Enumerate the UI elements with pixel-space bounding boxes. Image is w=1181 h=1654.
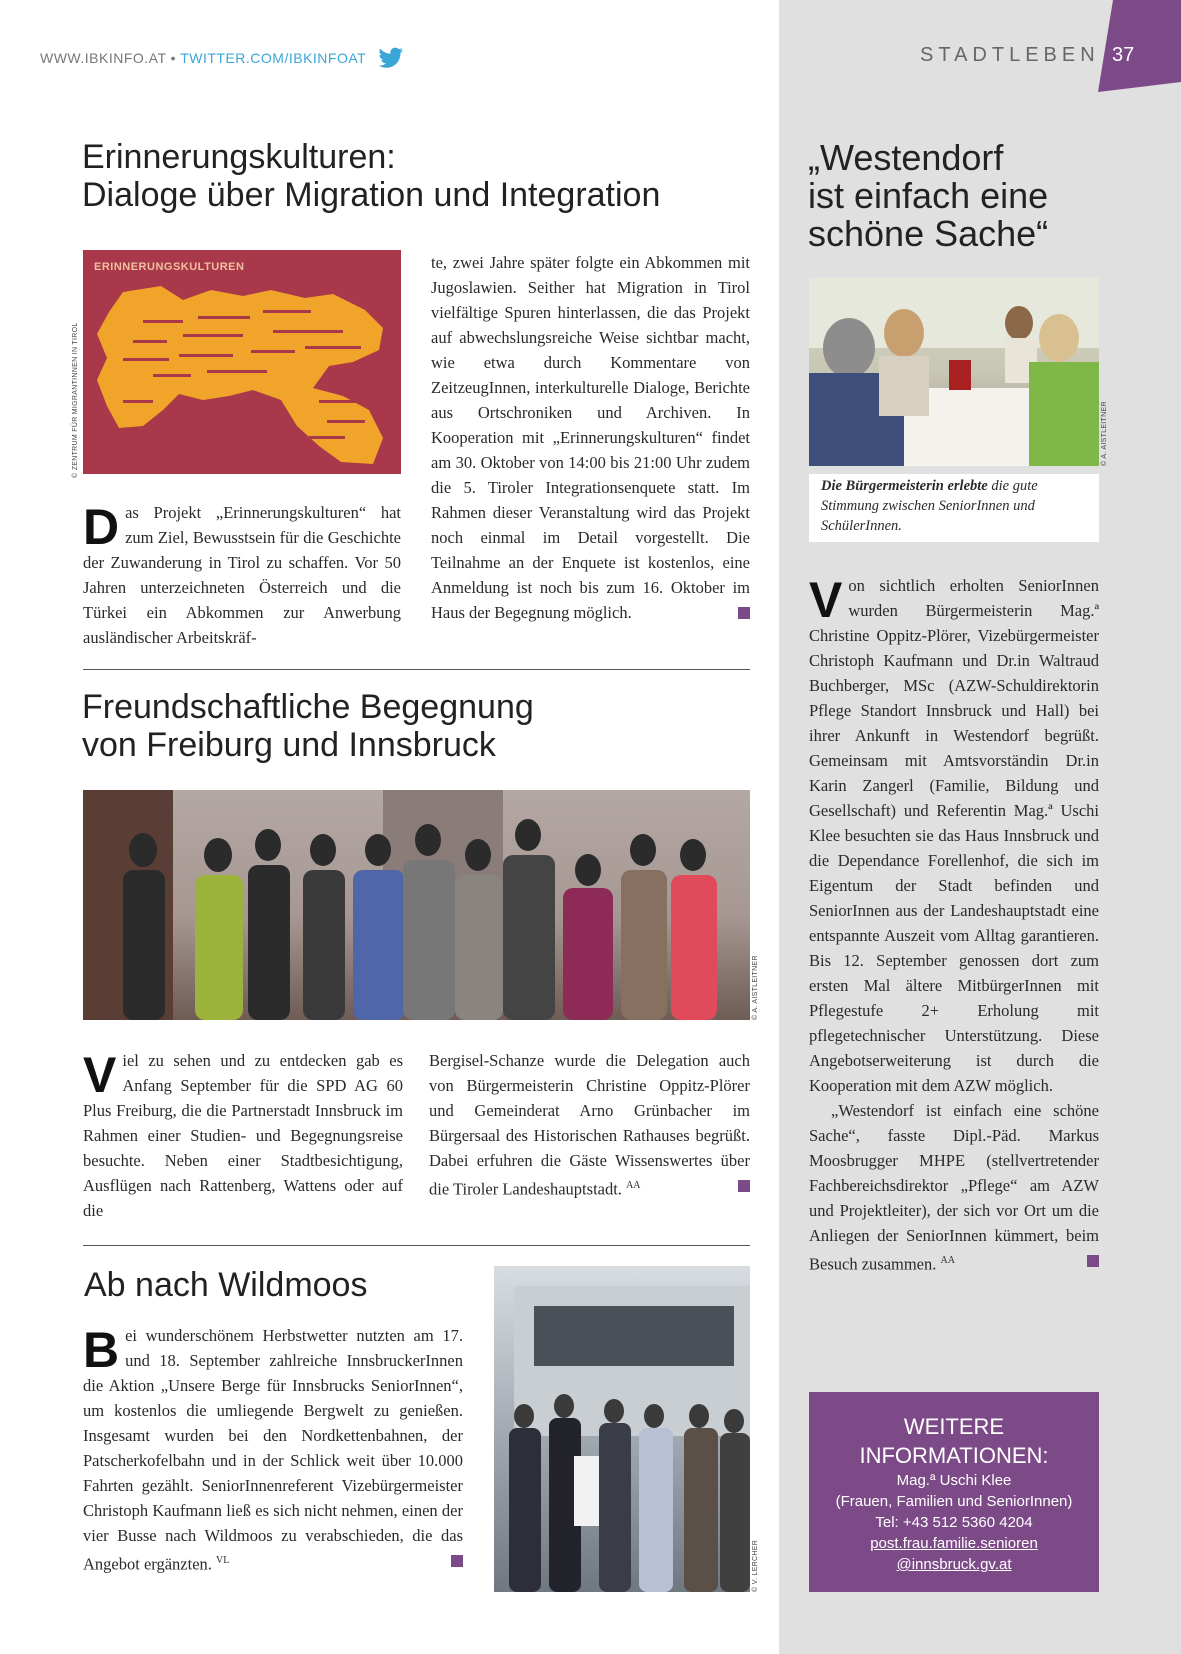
info-title xyxy=(809,1412,1099,1470)
table-scene xyxy=(809,278,1099,466)
drop-cap: B xyxy=(83,1322,120,1378)
header-separator: • xyxy=(170,50,177,66)
image-credit: © A. AISTLEITNER xyxy=(1101,401,1108,466)
end-mark-icon xyxy=(738,607,750,619)
info-contact-name: Mag.ª Uschi Klee xyxy=(896,1472,1012,1489)
drop-cap: V xyxy=(809,572,843,628)
page-number: 37 xyxy=(1112,44,1135,66)
westendorf-photo xyxy=(809,278,1099,466)
bus-and-seniors xyxy=(494,1266,750,1592)
group-photo-freiburg xyxy=(83,790,750,1020)
end-mark-icon xyxy=(451,1555,463,1567)
header-links xyxy=(40,47,404,69)
website-link[interactable]: WWW.IBKINFO.AT xyxy=(40,50,167,66)
title-line: Dialoge über Migration und Integration xyxy=(82,176,661,214)
author-signature: AA xyxy=(940,1255,955,1266)
group-silhouettes xyxy=(83,790,750,1020)
article1-column-1 xyxy=(83,500,401,650)
end-mark-icon xyxy=(738,1180,750,1192)
divider xyxy=(83,669,750,670)
article4-paragraph-2: „Westendorf ist einfach eine schöne Sache“, fasste Dipl.-Päd. Markus Moosbrugger MHPE (stellvertretender Fachbereichsdirektor „Pflege“ am AZW und Projektleiter), der sich vor Ort um die Anliegen der SeniorInnen kümmert, beim Besuch zusammen. xyxy=(809,1101,1099,1274)
article2-column-1 xyxy=(83,1048,403,1223)
page-number-tab xyxy=(1098,0,1181,92)
article2-text-2: Bergisel-Schanze wurde die Delegation auch von Bürgermeisterin Christine Oppitz-Plörer und Gemeinderat Arno Grünbacher im Bürgersaal des Historischen Rathauses begrüßt. Dabei erfuhren die Gäste Wissenswertes über die Tiroler Landeshauptstadt. xyxy=(429,1051,750,1199)
author-signature: AA xyxy=(626,1180,641,1191)
title-line: ist einfach eine xyxy=(808,175,1049,216)
caption-bold: Die Bürgermeisterin erlebte xyxy=(821,478,988,494)
title-line: Erinnerungskulturen: xyxy=(82,138,396,176)
end-mark-icon xyxy=(1087,1255,1099,1267)
title-line: von Freiburg und Innsbruck xyxy=(82,726,496,764)
info-title-line: INFORMATIONEN: xyxy=(859,1443,1049,1468)
article1-text-2: te, zwei Jahre später folgte ein Abkommen mit Jugoslawien. Seither hat Migration in Tirol vielfältige Spuren hinterlassen, die das Projekt auf abwechslungsreiche Weise sichtbar macht, wie etwa durch Kommentare von ZeitzeugInnen, interkulturelle Dialoge, Berichte aus Ortschroniken und Archiven. In Kooperation mit „Erinnerungskulturen“ findet am 30. Oktober von 14:00 bis 21:00 Uhr zudem die 5. Tiroler Integrationsenquete statt. Im Rahmen dieser Veranstaltung wird das Projekt noch einmal im Detail vorgestellt. Die Teilnahme an der Enquete ist kostenlos, eine Anmeldung ist noch bis zum 16. Oktober im Haus der Begegnung möglich. xyxy=(431,253,750,622)
bus-group-photo xyxy=(494,1266,750,1592)
image-credit: © V. LERCHER xyxy=(752,1539,759,1592)
article3-column xyxy=(83,1323,463,1577)
info-phone: Tel: +43 512 5360 4204 xyxy=(875,1514,1033,1531)
article2-text-1: iel zu sehen und zu entdecken gab es Anfang September für die SPD AG 60 Plus Freiburg, die die Partnerstadt Innsbruck im Rahmen einer Studien- und Begegnungsreise besuchte. Neben einer Stadtbesichtigung, Ausflügen nach Rattenberg, Wattens oder auf die xyxy=(83,1051,403,1220)
info-email-link[interactable] xyxy=(809,1533,1099,1575)
article3-text: ei wunderschönem Herbstwetter nutzten am 17. und 18. September zahlreiche InnsbruckerInnen die Aktion „Unsere Berge für Innsbrucks SeniorInnen“, um kostenlos die umliegende Bergwelt zu genießen. Insgesamt wurden bei den Nordkettenbahnen, der Patscherkofelbahn und in der Schlick weit über 10.000 Fahrten gezählt. SeniorInnenreferent Vizebürgermeister Christoph Kaufmann ließ es sich nicht nehmen, einen der vier Busse nach Wildmoos zu verabschieden, die das Angebot ergänzten. xyxy=(83,1326,463,1574)
tirol-map-shape xyxy=(83,250,401,474)
drop-cap: V xyxy=(83,1047,117,1103)
info-department: (Frauen, Familien und SeniorInnen) xyxy=(835,1493,1073,1510)
photo-caption xyxy=(809,474,1099,542)
info-box xyxy=(809,1392,1099,1592)
twitter-bird-icon xyxy=(378,47,404,69)
title-line: Freundschaftliche Begegnung xyxy=(82,688,534,726)
article2-column-2 xyxy=(429,1048,750,1202)
map-image-title: ERINNERUNGSKULTUREN xyxy=(94,261,245,273)
image-credit: © A. AISTLEITNER xyxy=(752,955,759,1020)
email-line[interactable]: @innsbruck.gv.at xyxy=(896,1556,1012,1573)
article4-paragraph-1: on sichtlich erholten SeniorInnen wurden Bürgermeisterin Mag.ª Christine Oppitz-Plörer, Vizebürgermeister Christoph Kaufmann und Dr.in Waltraud Buchberger, MSc (AZW-Schuldirektorin Pflege Standort Innsbruck und Hall) bei ihrer Ankunft in Westendorf begrüßt. Gemeinsam mit Amtsvorständin Dr.in Karin Zangerl (Familie, Bildung und Gesellschaft) und Referentin Mag.ª Uschi Klee besuchten sie das Haus Innsbruck und die Dependance Forellenhof, die sich im Eigentum der Stadt befinden und SeniorInnen aus der Landeshauptstadt eine entspannte Auszeit vom Alltag garantieren. Bis 12. September genossen dort zum ersten Mal ältere MitbürgerInnen mit Pflegestufe 2+ Erholung mit pflegetechnischer Unterstützung. Diese Angebotserweiterung ist durch die Kooperation mit dem AZW möglich. xyxy=(809,576,1099,1095)
article-title-wildmoos: Ab nach Wildmoos xyxy=(84,1266,368,1304)
article1-column-2 xyxy=(431,250,750,625)
email-line[interactable]: post.frau.familie.senioren xyxy=(870,1535,1038,1552)
twitter-link[interactable]: TWITTER.COM/IBKINFOAT xyxy=(180,50,366,66)
article4-column xyxy=(809,573,1099,1277)
article-title-westendorf xyxy=(808,139,1048,253)
author-signature: VL xyxy=(216,1555,230,1566)
section-label: STADTLEBEN xyxy=(920,44,1100,66)
tirol-map-image xyxy=(83,250,401,474)
article1-text-1: as Projekt „Erinnerungskulturen“ hat zum Ziel, Bewusstsein für die Geschichte der Zuwanderung in Tirol zu schaffen. Vor 50 Jahren unterzeichneten Österreich und die Türkei ein Abkommen zur Anwerbung ausländischer Arbeitskräf- xyxy=(83,503,401,647)
drop-cap: D xyxy=(83,499,120,555)
caption-text: die gute Stimmung zwischen SeniorInnen und SchülerInnen. xyxy=(821,478,1038,534)
info-title-line: WEITERE xyxy=(903,1414,1005,1439)
article-title-erinnerungskulturen xyxy=(82,138,660,214)
article-title-freiburg xyxy=(82,688,534,764)
divider xyxy=(83,1245,750,1246)
title-line: „Westendorf xyxy=(808,137,1004,178)
image-credit: © ZENTRUM FÜR MIGRANTINNEN IN TIROL xyxy=(72,322,79,478)
title-line: schöne Sache“ xyxy=(808,213,1049,254)
